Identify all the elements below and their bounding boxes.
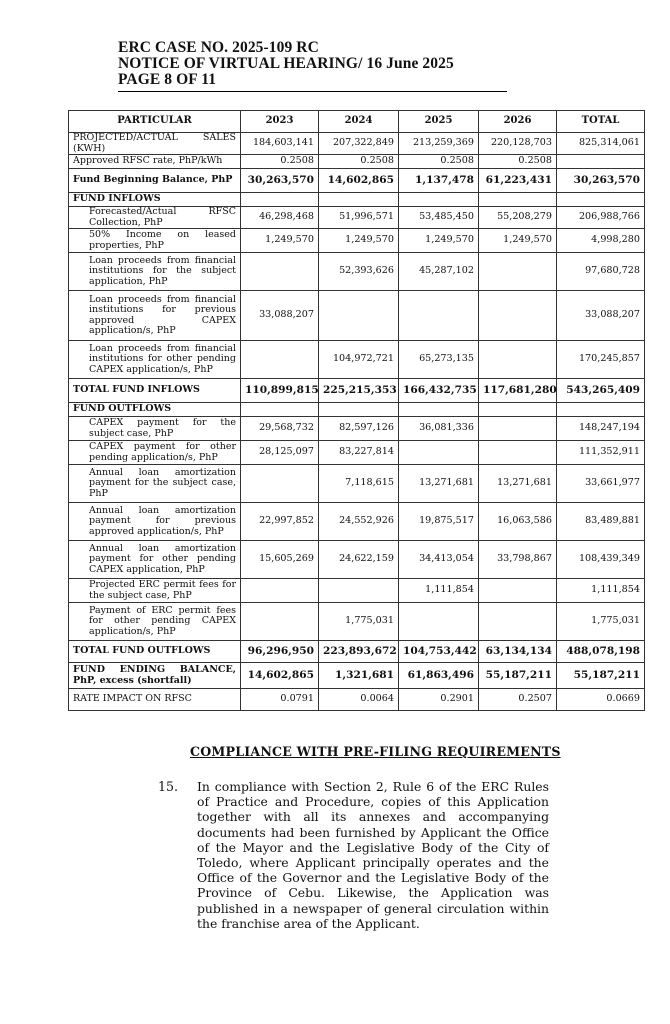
table-row bbox=[69, 133, 645, 155]
row-label: Loan proceeds from financial institutions for other pending CAPEX application/s, PhP bbox=[69, 341, 241, 379]
row-label: PROJECTED/ACTUAL SALES (KWH) bbox=[69, 133, 241, 155]
cell-2025: 166,432,735 bbox=[399, 379, 479, 403]
table-row bbox=[69, 541, 645, 579]
row-label: Payment of ERC permit fees for other pending CAPEX application/s, PhP bbox=[69, 603, 241, 641]
column-header: 2023 bbox=[241, 111, 319, 133]
cell-2026: 16,063,586 bbox=[479, 503, 557, 541]
row-label: FUND ENDING BALANCE, PhP, excess (shortfall) bbox=[69, 663, 241, 689]
cell-2025: 36,081,336 bbox=[399, 417, 479, 441]
cell-2023 bbox=[241, 253, 319, 291]
cell-2025: 213,259,369 bbox=[399, 133, 479, 155]
cell-total: 4,998,280 bbox=[557, 229, 645, 253]
cell-2024: 51,996,571 bbox=[319, 207, 399, 229]
cell-total: 1,111,854 bbox=[557, 579, 645, 603]
row-label: CAPEX payment for the subject case, PhP bbox=[69, 417, 241, 441]
cell-total bbox=[557, 155, 645, 169]
cell-2025: 0.2508 bbox=[399, 155, 479, 169]
cell-total: 170,245,857 bbox=[557, 341, 645, 379]
table-row bbox=[69, 229, 645, 253]
table-row bbox=[69, 441, 645, 465]
rate-impact-row bbox=[69, 689, 645, 711]
cell-2023 bbox=[241, 465, 319, 503]
cell-2023: 0.0791 bbox=[241, 689, 319, 711]
paragraph-number: 15. bbox=[158, 779, 179, 794]
row-label: Projected ERC permit fees for the subject case, PhP bbox=[69, 579, 241, 603]
cell-2023: 30,263,570 bbox=[241, 169, 319, 193]
cell-2023: 46,298,468 bbox=[241, 207, 319, 229]
cell-2023: 15,605,269 bbox=[241, 541, 319, 579]
cell-2026: 0.2507 bbox=[479, 689, 557, 711]
table-row bbox=[69, 579, 645, 603]
cell-total: 206,988,766 bbox=[557, 207, 645, 229]
total-outflows-row bbox=[69, 641, 645, 663]
cell-total: 55,187,211 bbox=[557, 663, 645, 689]
cell-2026: 0.2508 bbox=[479, 155, 557, 169]
row-label: Loan proceeds from financial institutions for previous approved CAPEX application/s, PhP bbox=[69, 291, 241, 341]
cell-2024: 225,215,353 bbox=[319, 379, 399, 403]
header-divider bbox=[118, 91, 507, 92]
cell-total: 33,088,207 bbox=[557, 291, 645, 341]
row-label: Loan proceeds from financial institutions for the subject application, PhP bbox=[69, 253, 241, 291]
column-header: 2025 bbox=[399, 111, 479, 133]
table-row bbox=[69, 291, 645, 341]
table-row bbox=[69, 417, 645, 441]
cell-2026: 63,134,134 bbox=[479, 641, 557, 663]
cell-2026: 117,681,280 bbox=[479, 379, 557, 403]
cell-2024: 83,227,814 bbox=[319, 441, 399, 465]
section-label: FUND OUTFLOWS bbox=[69, 403, 241, 417]
table-row bbox=[69, 253, 645, 291]
cell-total: 148,247,194 bbox=[557, 417, 645, 441]
cell-total: 30,263,570 bbox=[557, 169, 645, 193]
cell-2026 bbox=[479, 253, 557, 291]
cell-2025: 1,111,854 bbox=[399, 579, 479, 603]
row-label: Forecasted/Actual RFSC Collection, PhP bbox=[69, 207, 241, 229]
cell-2025: 13,271,681 bbox=[399, 465, 479, 503]
cell-total: 83,489,881 bbox=[557, 503, 645, 541]
cell-2026: 1,249,570 bbox=[479, 229, 557, 253]
cell-2025 bbox=[399, 603, 479, 641]
cell-2023: 28,125,097 bbox=[241, 441, 319, 465]
table-row bbox=[69, 465, 645, 503]
cell-2024: 223,893,672 bbox=[319, 641, 399, 663]
row-label: CAPEX payment for other pending application/s, PhP bbox=[69, 441, 241, 465]
cell-2024: 0.0064 bbox=[319, 689, 399, 711]
table-row bbox=[69, 155, 645, 169]
cell-2023: 33,088,207 bbox=[241, 291, 319, 341]
cell-2025: 104,753,442 bbox=[399, 641, 479, 663]
column-header: TOTAL bbox=[557, 111, 645, 133]
cell-2026 bbox=[479, 441, 557, 465]
cell-2025: 61,863,496 bbox=[399, 663, 479, 689]
cell-2025: 65,273,135 bbox=[399, 341, 479, 379]
section-label: FUND INFLOWS bbox=[69, 193, 241, 207]
cell-2024: 1,775,031 bbox=[319, 603, 399, 641]
cell-2024: 0.2508 bbox=[319, 155, 399, 169]
cell-2023: 22,997,852 bbox=[241, 503, 319, 541]
cell-total: 0.0669 bbox=[557, 689, 645, 711]
cell-2023 bbox=[241, 603, 319, 641]
cell-2024 bbox=[319, 291, 399, 341]
table-header-row bbox=[69, 111, 645, 133]
cell-total: 111,352,911 bbox=[557, 441, 645, 465]
cell-total: 1,775,031 bbox=[557, 603, 645, 641]
section-row bbox=[69, 403, 645, 417]
cell-2023: 0.2508 bbox=[241, 155, 319, 169]
cell-total: 543,265,409 bbox=[557, 379, 645, 403]
row-label: 50% Income on leased properties, PhP bbox=[69, 229, 241, 253]
cell-2023: 184,603,141 bbox=[241, 133, 319, 155]
cell-2023: 110,899,815 bbox=[241, 379, 319, 403]
cell-2024: 1,249,570 bbox=[319, 229, 399, 253]
cell-2025: 1,249,570 bbox=[399, 229, 479, 253]
table-row bbox=[69, 207, 645, 229]
cell-2023: 96,296,950 bbox=[241, 641, 319, 663]
table-row bbox=[69, 169, 645, 193]
cell-2025: 1,137,478 bbox=[399, 169, 479, 193]
table-row bbox=[69, 603, 645, 641]
section-row bbox=[69, 193, 645, 207]
cell-2023 bbox=[241, 579, 319, 603]
cell-2024: 207,322,849 bbox=[319, 133, 399, 155]
row-label: Fund Beginning Balance, PhP bbox=[69, 169, 241, 193]
notice-title: NOTICE OF VIRTUAL HEARING/ 16 June 2025 bbox=[118, 55, 454, 72]
cell-2026: 13,271,681 bbox=[479, 465, 557, 503]
column-header: 2024 bbox=[319, 111, 399, 133]
cell-total: 33,661,977 bbox=[557, 465, 645, 503]
cell-2024: 7,118,615 bbox=[319, 465, 399, 503]
table-row bbox=[69, 503, 645, 541]
cell-total: 108,439,349 bbox=[557, 541, 645, 579]
cell-2024 bbox=[319, 579, 399, 603]
cell-2026 bbox=[479, 579, 557, 603]
cell-2023: 1,249,570 bbox=[241, 229, 319, 253]
cell-2024: 1,321,681 bbox=[319, 663, 399, 689]
cell-2026 bbox=[479, 341, 557, 379]
row-label: TOTAL FUND OUTFLOWS bbox=[69, 641, 241, 663]
cell-2025: 53,485,450 bbox=[399, 207, 479, 229]
cell-2025 bbox=[399, 291, 479, 341]
cell-2023: 14,602,865 bbox=[241, 663, 319, 689]
cell-2025: 45,287,102 bbox=[399, 253, 479, 291]
cell-2026: 33,798,867 bbox=[479, 541, 557, 579]
document-header bbox=[118, 40, 538, 88]
column-header: 2026 bbox=[479, 111, 557, 133]
cell-2024: 24,552,926 bbox=[319, 503, 399, 541]
cell-total: 825,314,061 bbox=[557, 133, 645, 155]
cell-2026: 55,187,211 bbox=[479, 663, 557, 689]
row-label: Annual loan amortization payment for other pending CAPEX application, PhP bbox=[69, 541, 241, 579]
cell-2024: 14,602,865 bbox=[319, 169, 399, 193]
cell-2026 bbox=[479, 291, 557, 341]
cell-2024: 24,622,159 bbox=[319, 541, 399, 579]
cell-2025: 19,875,517 bbox=[399, 503, 479, 541]
ending-balance-row bbox=[69, 663, 645, 689]
row-label: TOTAL FUND INFLOWS bbox=[69, 379, 241, 403]
cell-2026: 220,128,703 bbox=[479, 133, 557, 155]
column-header: PARTICULAR bbox=[69, 111, 241, 133]
compliance-section-title: COMPLIANCE WITH PRE-FILING REQUIREMENTS bbox=[190, 744, 561, 759]
table-row bbox=[69, 341, 645, 379]
cell-2023 bbox=[241, 341, 319, 379]
page-indicator: PAGE 8 OF 11 bbox=[118, 71, 217, 88]
fund-projection-table bbox=[68, 110, 645, 711]
cell-2023: 29,568,732 bbox=[241, 417, 319, 441]
row-label: Annual loan amortization payment for the subject case, PhP bbox=[69, 465, 241, 503]
cell-2025: 34,413,054 bbox=[399, 541, 479, 579]
row-label: RATE IMPACT ON RFSC bbox=[69, 689, 241, 711]
total-inflows-row bbox=[69, 379, 645, 403]
cell-total: 488,078,198 bbox=[557, 641, 645, 663]
cell-total: 97,680,728 bbox=[557, 253, 645, 291]
cell-2024: 82,597,126 bbox=[319, 417, 399, 441]
cell-2025 bbox=[399, 441, 479, 465]
cell-2024: 104,972,721 bbox=[319, 341, 399, 379]
cell-2026: 61,223,431 bbox=[479, 169, 557, 193]
cell-2024: 52,393,626 bbox=[319, 253, 399, 291]
row-label: Approved RFSC rate, PhP/kWh bbox=[69, 155, 241, 169]
cell-2026 bbox=[479, 417, 557, 441]
cell-2025: 0.2901 bbox=[399, 689, 479, 711]
row-label: Annual loan amortization payment for previous approved application/s, PhP bbox=[69, 503, 241, 541]
cell-2026 bbox=[479, 603, 557, 641]
compliance-paragraph: In compliance with Section 2, Rule 6 of the ERC Rules of Practice and Procedure, copies of this Application together with all its annexes and accompanying documents had been furnished by Applicant the Office of the Mayor and the Legislative Body of the City of Toledo, where Applicant principally operates and the Office of the Governor and the Legislative Body of the Province of Cebu. Likewise, the Application was published in a newspaper of general circulation within the franchise area of the Applicant. bbox=[197, 779, 549, 931]
case-number: ERC CASE NO. 2025-109 RC bbox=[118, 39, 319, 56]
cell-2026: 55,208,279 bbox=[479, 207, 557, 229]
